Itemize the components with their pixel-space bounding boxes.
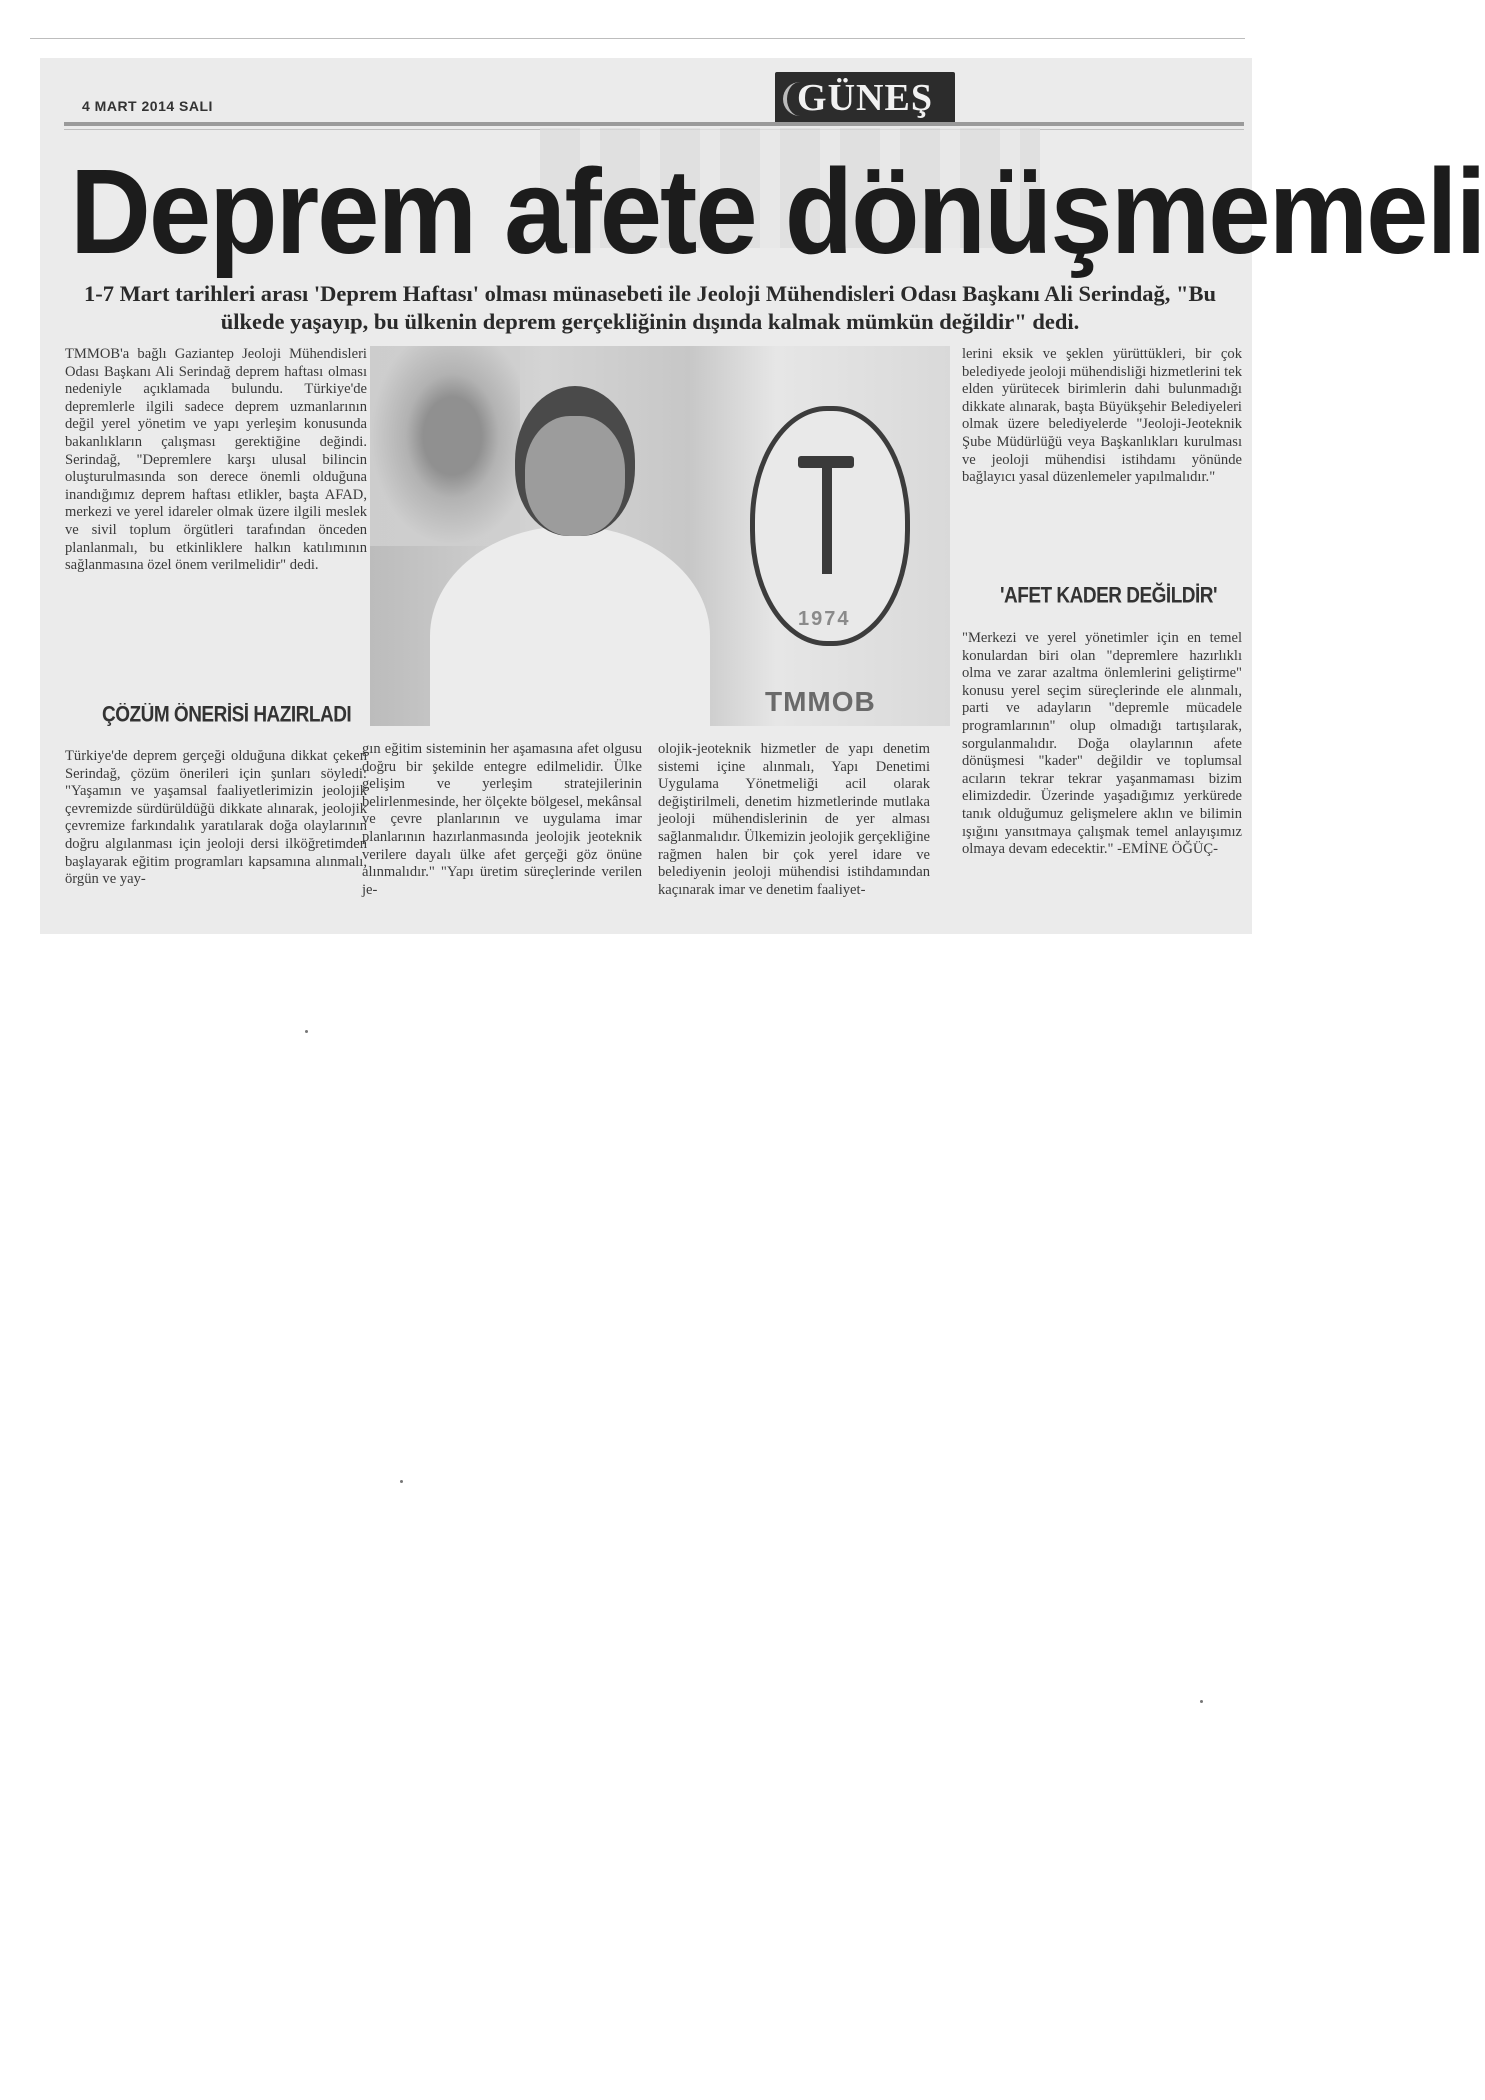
article-headline: Deprem afete dönüşmemeli (70, 143, 1485, 279)
portrait-sketch (370, 346, 520, 546)
article-subheadline: 1-7 Mart tarihleri arası 'Deprem Haftası' olması münasebeti ile Jeoloji Mühendisleri Odası Başkanı Ali Serindağ, "Bu ülkede yaşayıp, bu ülkenin deprem gerçekliğinin dışında kalmak mümkün değildir" dedi. (83, 281, 1217, 334)
column-4-continued (962, 630, 1242, 859)
column-1-continued (65, 748, 367, 889)
emblem-year: 1974 (798, 608, 851, 630)
byline: -EMİNE ÖĞÜÇ- (1117, 841, 1219, 858)
closing-quote: "Merkezi ve yerel yönetimler için en temel konulardan biri olan "depremlere hazırlıklı olma ve zarar azaltma önlemlerini geliştirme" konusu yerel seçim süreçlerinde ele alınmalı, parti ve adayların "depremle mücadele programlarının" olup olmadığı tartışılarak, sorgulanmalıdır. Doğa olaylarının afete dönüşmesi "kader" değildir ve toplumsal acıların tekrar tekrar yaşanmaması bizim elimizdedir. Üzerinde yaşadığımız yerkürede tanık olduğumuz gelişmelere aklın ve bilimin ışığını yansıtmaya çalışmak temel anlayışımız olmaya devam edecektir." (962, 630, 1242, 858)
paragraph: TMMOB'a bağlı Gaziantep Jeoloji Mühendisleri Odası Başkanı Ali Serindağ deprem haftası olması nedeniyle açıklamada bulundu. Türkiye'de depremlerle ilgili sadece deprem uzmanlarının değil yerel yönetim ve yapı yerleşim konusunda bakanlıkların çalışması gerektiğine değindi. Serindağ, "Depremlere karşı ulusal bilincin oluşturulmasında son derece önemli olduğuna inandığımız deprem haftası etlikler, başta AFAD, merkezi ve yerel idareler olmak üzere ilgili meslek ve sivil toplum örgütleri tarafından önceden planlanmalı, bu etkinliklere halkın katılımının sağlanmasına özel önem verilmelidir" dedi. (65, 346, 367, 574)
paragraph: Türkiye'de deprem gerçeği olduğuna dikkat çeken Serindağ, çözüm önerileri için şunları söyledi: "Yaşamın ve yaşamsal faaliyetlerimizin jeolojik çevremizde sürdürüldüğü dikkate alınarak, jeolojik çevremize farkındalık yaratılarak doğa olaylarının doğru algılanması için jeoloji dersi ilköğretimden başlayarak eğitim programları kapsamına alınmalı, örgün ve yay- (65, 748, 367, 888)
scan-speck (400, 1480, 403, 1483)
paragraph (962, 630, 1242, 859)
paragraph: olojik-jeoteknik hizmetler de yapı denetim sistemi içine alınmalı, Yapı Denetimi Uygulama Yönetmeliği acil olarak değiştirilmeli, denetim hizmetlerinde mutlaka jeoloji mühendislerinin de yer alması sağlanmalıdır. Ülkemizin jeolojik gerçekliğine rağmen halen bir çok yerel idare ve belediyenin jeoloji mühendisi istihdamından kaçınarak imar ve denetim faaliyet- (658, 741, 930, 898)
hammer-shaft (822, 464, 832, 574)
subheading-cozum: ÇÖZÜM ÖNERİSİ HAZIRLADI (102, 703, 352, 728)
scan-speck (305, 1030, 308, 1033)
column-3-text (658, 741, 930, 899)
person-face (525, 416, 625, 536)
emblem-org: TMMOB (765, 686, 876, 717)
scan-speck (1200, 1700, 1203, 1703)
subheading-afet: 'AFET KADER DEĞİLDİR' (1000, 584, 1218, 609)
header-rule (64, 122, 1244, 126)
paragraph: gın eğitim sisteminin her aşamasına afet olgusu doğru bir şekilde entegre edilmelidir. Ülke gelişim ve yerleşim stratejilerinin belirlenmesinde, her ölçekte bölgesel, mekânsal ve çevre planlarının ve uygulama imar planlarının hazırlanmasında jeolojik jeoteknik verilere dayalı ülke afet gerçeği göz önüne alınmalıdır." "Yapı üretim süreçlerinde verilen je- (362, 741, 642, 898)
paragraph: lerini eksik ve şeklen yürüttükleri, bir çok belediyede jeoloji mühendisliği hizmetlerini tek elden yürütecek birimlerin dahi bulunmadığı dikkate alınarak, başta Büyükşehir Belediyeleri olmak üzere belediyelerde "Jeoloji-Jeoteknik Şube Müdürlüğü veya Başkanlıkları kurulması ve jeoloji mühendisi istihdamı yönünde bağlayıcı yasal düzenlemeler yapılmalıdır." (962, 346, 1242, 486)
column-2-text (362, 741, 642, 899)
column-4-text (962, 346, 1242, 487)
person-shirt (430, 526, 710, 746)
column-1-text (65, 346, 367, 575)
page-top-rule (30, 38, 1245, 39)
newspaper-logo: GÜNEŞ (775, 72, 955, 124)
newspaper-clipping (40, 58, 1485, 934)
issue-date: 4 MART 2014 SALI (82, 98, 213, 114)
article-photo (370, 346, 950, 726)
